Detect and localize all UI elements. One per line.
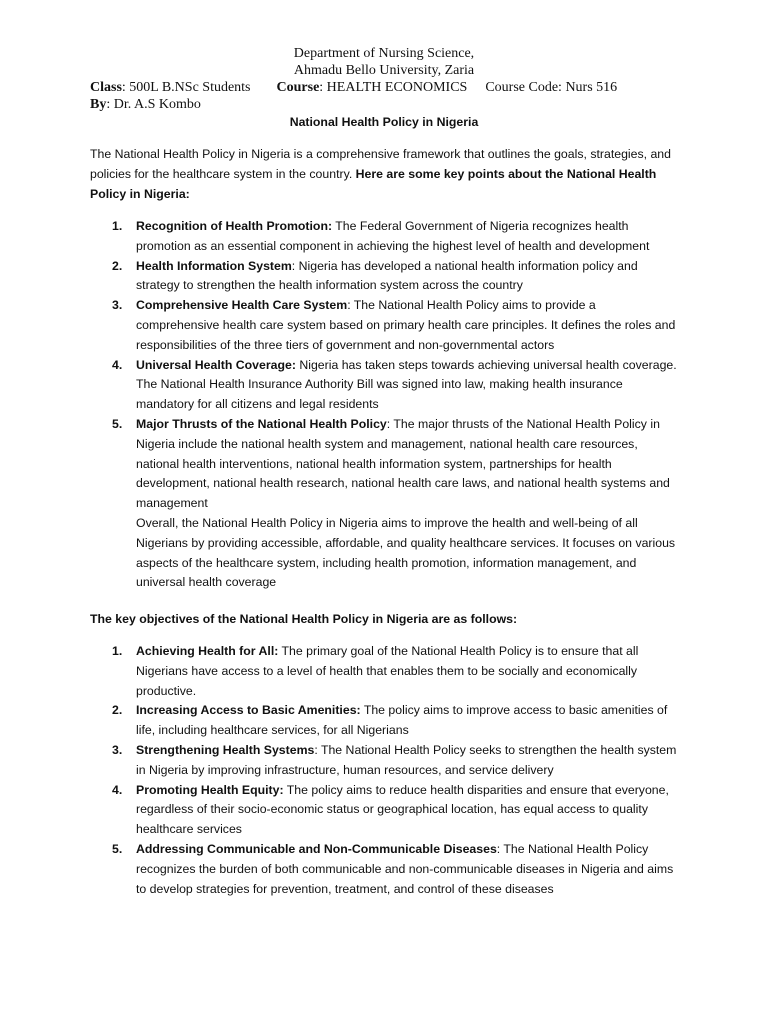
list-item-lead: Strengthening Health Systems xyxy=(136,742,315,757)
list-item-lead: Comprehensive Health Care System xyxy=(136,298,348,313)
list-item-text: The policy aims to reduce health disparities and ensure that everyone, regardless of their socio-economic status or geographical location, has equal access to quality healthcare services xyxy=(136,782,669,837)
list-item-lead: Increasing Access to Basic Amenities: xyxy=(136,703,361,718)
class-label: Class xyxy=(90,80,122,95)
objectives-heading: The key objectives of the National Health Policy in Nigeria are as follows: xyxy=(90,612,518,626)
course-value: : HEALTH ECONOMICS xyxy=(319,80,468,95)
class-value: : 500L B.NSc Students xyxy=(121,80,251,95)
list-item-number: 2. xyxy=(112,703,123,718)
list-item-number: 5. xyxy=(112,841,123,856)
list-item-lead: Recognition of Health Promotion: xyxy=(136,219,333,233)
key-points-list xyxy=(90,217,680,593)
list-item xyxy=(90,701,680,741)
list-item-lead: Universal Health Coverage: xyxy=(136,357,296,372)
list-item-lead: Addressing Communicable and Non-Communicable Diseases xyxy=(136,841,497,856)
department-line: Department of Nursing Science, xyxy=(293,46,475,61)
list-item xyxy=(90,741,680,781)
page-title: National Health Policy in Nigeria xyxy=(289,115,479,129)
list-item-lead: Major Thrusts of the National Health Policy xyxy=(136,416,387,431)
list-item xyxy=(90,356,680,415)
class-course-line xyxy=(90,79,617,96)
list-item-text: The policy aims to improve access to basic amenities of life, including healthcare services, for all Nigerians xyxy=(136,703,668,738)
list-item-number: 3. xyxy=(112,298,123,313)
objectives-list xyxy=(90,642,680,899)
list-item-lead: Achieving Health for All: xyxy=(136,644,279,658)
list-item xyxy=(90,781,680,840)
list-item-number: 1. xyxy=(112,644,123,658)
list-item-number: 3. xyxy=(112,742,123,757)
list-item xyxy=(90,642,680,701)
course-code: Course Code: Nurs 516 xyxy=(485,80,618,95)
list-item-text: : The National Health Policy seeks to strengthen the health system in Nigeria by improving infrastructure, human resources, and service delivery xyxy=(136,742,677,777)
list-item-text: : The National Health Policy recognizes the burden of both communicable and non-communicable diseases in Nigeria and aims to develop strategies for prevention, treatment, and control of these diseases xyxy=(136,841,674,896)
list-item xyxy=(90,217,680,257)
list-item xyxy=(90,257,680,297)
university-line: Ahmadu Bello University, Zaria xyxy=(293,63,475,78)
intro-paragraph xyxy=(90,145,680,204)
list-item-lead: Promoting Health Equity: xyxy=(136,782,284,797)
overall-paragraph: Overall, the National Health Policy in Nigeria aims to improve the health and well-being of all Nigerians by providing accessible, affordable, and quality healthcare services. It focuses on various aspects of the healthcare system, including health promotion, information management, and universal health coverage xyxy=(136,515,676,590)
list-item-text: : The major thrusts of the National Health Policy in Nigeria include the national health system and management, national health care resources, national health interventions, national health information system, partnerships for health development, national health research, national health care laws, and national health systems and management xyxy=(136,416,670,511)
intro-bold-text: Here are some key points about the National Health Policy in Nigeria: xyxy=(90,166,657,201)
list-item-text: Nigeria has taken steps towards achieving universal health coverage. The National Health Insurance Authority Bill was signed into law, making health insurance mandatory for all citizens and legal residents xyxy=(136,357,677,412)
course-label: Course xyxy=(276,80,320,95)
list-item xyxy=(90,840,680,899)
list-item-number: 4. xyxy=(112,782,123,797)
list-item-number: 4. xyxy=(112,357,123,372)
list-item-text: : The National Health Policy aims to provide a comprehensive health care system based on primary health care principles. It defines the roles and responsibilities of the three tiers of government and non-governmental actors xyxy=(136,298,676,352)
list-item-number: 5. xyxy=(112,416,123,431)
list-item-number: 2. xyxy=(112,258,123,273)
by-label: By xyxy=(90,97,107,112)
author-line xyxy=(90,96,201,113)
list-item-text: The Federal Government of Nigeria recognizes health promotion as an essential component in achieving the highest level of health and development xyxy=(136,219,650,253)
by-value: : Dr. A.S Kombo xyxy=(106,97,201,112)
list-item-lead: Health Information System xyxy=(136,258,292,273)
intro-text: The National Health Policy in Nigeria is a comprehensive framework that outlines the goals, strategies, and policies for the healthcare system in the country. xyxy=(90,147,671,181)
list-item-number: 1. xyxy=(112,219,123,233)
list-item-text: The primary goal of the National Health Policy is to ensure that all Nigerians have access to a level of health that enables them to be socially and economically productive. xyxy=(136,644,639,698)
list-item xyxy=(90,296,680,355)
list-item xyxy=(90,415,680,593)
list-item-text: : Nigeria has developed a national health information policy and strategy to strengthen the health information system across the country xyxy=(136,258,638,293)
